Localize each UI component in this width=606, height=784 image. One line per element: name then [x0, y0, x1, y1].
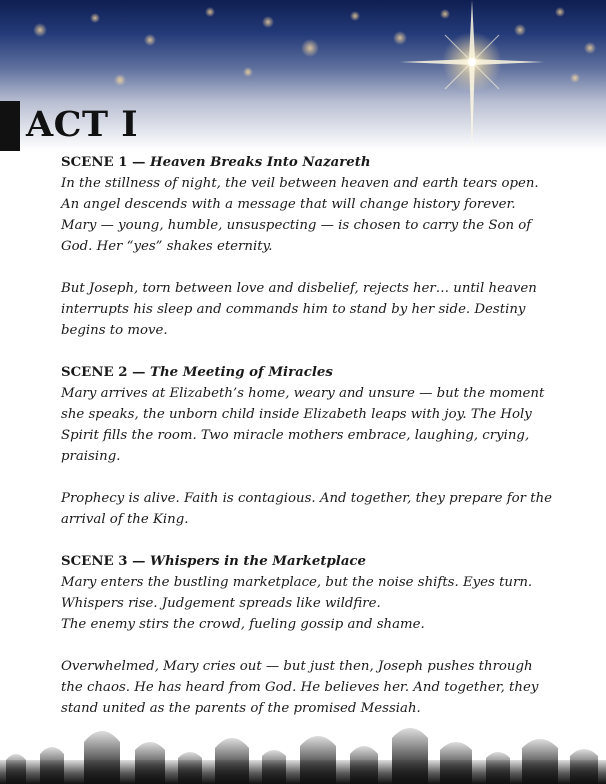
scene-2 — [61, 362, 596, 530]
scene-heading — [61, 362, 596, 383]
scene-label: SCENE 1 — — [61, 155, 151, 170]
scene-heading — [61, 152, 596, 173]
scene-paragraph: Mary enters the bustling marketplace, but the noise shifts. Eyes turn. Whispers rise. Judgement spreads like wildfire. The enemy stirs the crowd, fueling gossip and shame. — [61, 575, 533, 632]
scene-paragraph: Prophecy is alive. Faith is contagious. And together, they prepare for the arrival of the King. — [61, 491, 553, 527]
scene-title: The Meeting of Miracles — [150, 365, 333, 380]
scene-title: Whispers in the Marketplace — [150, 554, 366, 569]
scene-paragraph: But Joseph, torn between love and disbelief, rejects her… until heaven interrupts his sleep and commands him to stand by her side. Destiny begins to move. — [61, 281, 537, 338]
scene-3 — [61, 551, 596, 719]
scene-label: SCENE 2 — — [61, 365, 151, 380]
scene-paragraph: Mary arrives at Elizabeth’s home, weary and unsure — but the moment she speaks, the unborn child inside Elizabeth leaps with joy. The Holy Spirit fills the room. Two miracle mothers embrace, laughing, crying, praising. — [61, 386, 545, 464]
scene-paragraph: In the stillness of night, the veil between heaven and earth tears open. An angel descends with a message that will change history forever. Mary — young, humble, unsuspecting — is chosen to carry the Son of God. Her “yes” shakes eternity. — [61, 176, 539, 254]
scene-1 — [61, 152, 596, 341]
bethlehem-skyline-silhouette — [0, 720, 606, 784]
scene-label: SCENE 3 — — [61, 554, 151, 569]
scene-title: Heaven Breaks Into Nazareth — [150, 155, 371, 170]
act-accent-bar — [0, 101, 20, 151]
scene-paragraph: Overwhelmed, Mary cries out — but just then, Joseph pushes through the chaos. He has heard from God. He believes her. And together, they stand united as the parents of the promised Messiah. — [61, 659, 539, 716]
act-title: ACT I — [26, 104, 139, 145]
script-content — [61, 152, 596, 719]
scene-heading — [61, 551, 596, 572]
